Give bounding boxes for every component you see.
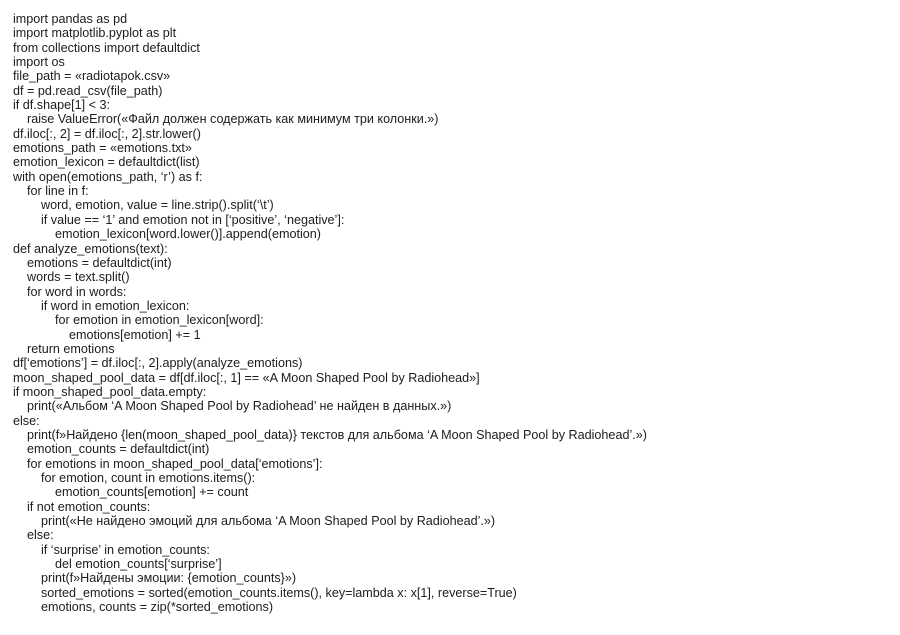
code-line: file_path = «radiotapok.csv» [13, 69, 171, 84]
code-line: emotion_lexicon[word.lower()].append(emotion) [13, 227, 321, 242]
code-line: with open(emotions_path, ‘r’) as f: [13, 169, 203, 184]
code-line: emotion_lexicon = defaultdict(list) [13, 155, 200, 170]
code-line: import matplotlib.pyplot as plt [13, 26, 177, 41]
code-line: df.iloc[:, 2] = df.iloc[:, 2].str.lower() [13, 126, 201, 141]
code-line: print(«Не найдено эмоций для альбома ‘A Moon Shaped Pool by Radiohead’.») [13, 514, 496, 529]
code-line: if ‘surprise’ in emotion_counts: [13, 542, 210, 557]
code-line: for word in words: [13, 284, 127, 299]
code-line: import pandas as pd [13, 12, 128, 26]
code-line: print(f»Найдены эмоции: {emotion_counts}») [13, 571, 297, 586]
code-line: del emotion_counts[‘surprise’] [13, 557, 222, 572]
code-line: emotions_path = «emotions.txt» [13, 141, 192, 156]
code-line: def analyze_emotions(text): [13, 241, 168, 256]
code-line: if df.shape[1] < 3: [13, 98, 110, 113]
code-line: words = text.split() [13, 270, 130, 285]
code-line: emotion_counts = defaultdict(int) [13, 442, 210, 457]
code-line: if word in emotion_lexicon: [13, 298, 190, 313]
code-line: print(«Альбом ‘A Moon Shaped Pool by Radiohead’ не найден в данных.») [13, 399, 452, 414]
code-line: for emotions in moon_shaped_pool_data[‘emotions’]: [13, 456, 323, 471]
code-line: emotions, counts = zip(*sorted_emotions) [13, 600, 274, 615]
code-line: if moon_shaped_pool_data.empty: [13, 384, 207, 399]
code-line: import os [13, 55, 65, 70]
code-line: emotions[emotion] += 1 [13, 327, 201, 342]
code-line: df[‘emotions’] = df.iloc[:, 2].apply(analyze_emotions) [13, 356, 303, 371]
code-line: from collections import defaultdict [13, 40, 200, 55]
code-line: else: [13, 528, 54, 543]
code-line: else: [13, 413, 40, 428]
code-line: if value == ‘1’ and emotion not in [‘positive’, ‘negative’]: [13, 212, 345, 227]
code-line: return emotions [13, 341, 115, 356]
code-line: for emotion in emotion_lexicon[word]: [13, 313, 264, 328]
code-line: for line in f: [13, 184, 89, 199]
code-line: emotions = defaultdict(int) [13, 255, 172, 270]
code-line: sorted_emotions = sorted(emotion_counts.items(), key=lambda x: x[1], reverse=True) [13, 585, 517, 600]
code-line: df = pd.read_csv(file_path) [13, 83, 163, 98]
code-line: for emotion, count in emotions.items(): [13, 471, 256, 485]
code-line: emotion_counts[emotion] += count [13, 485, 249, 500]
code-line: print(f»Найдено {len(moon_shaped_pool_data)} текстов для альбома ‘A Moon Shaped Pool by Radiohead’.») [13, 427, 647, 442]
code-line: if not emotion_counts: [13, 499, 151, 514]
code-line: word, emotion, value = line.strip().split(‘\t’) [13, 198, 274, 213]
code-line: moon_shaped_pool_data = df[df.iloc[:, 1] == «A Moon Shaped Pool by Radiohead»] [13, 370, 480, 385]
code-line: raise ValueError(«Файл должен содержать как минимум три колонки.») [13, 112, 439, 127]
